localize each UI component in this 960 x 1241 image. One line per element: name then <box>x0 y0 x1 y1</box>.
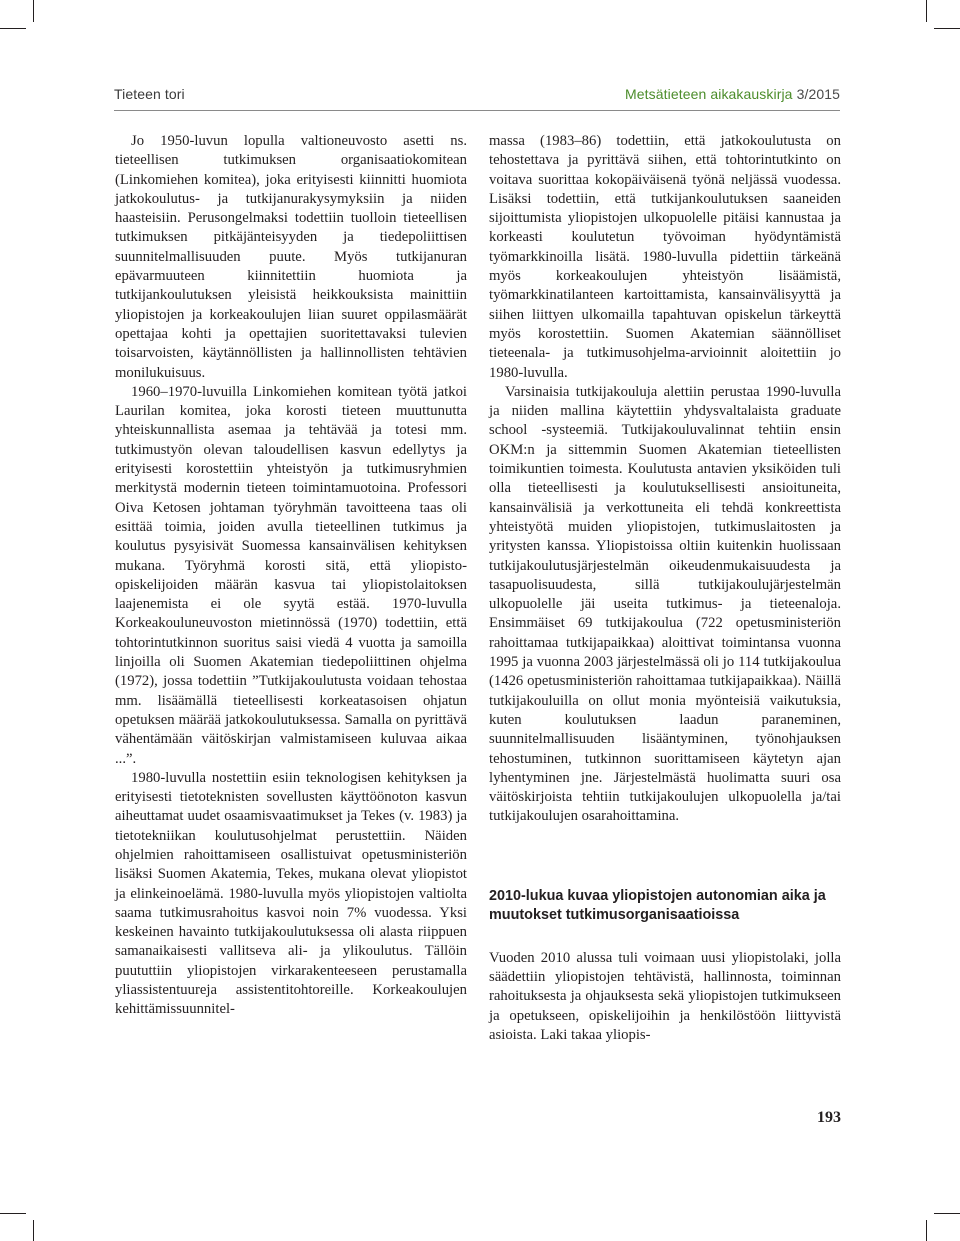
right-column <box>489 132 841 1045</box>
paragraph: massa (1983–86) todettiin, että jatkokoulutusta on tehostettava ja pyrittävä siihen, että tohtorintutkinto on voitava suorittaa kokopäiväisenä työnä neljässä vuodessa. Lisäksi todettiin, että tutkijankoulutuksen saaneiden sijoittumista yliopistojen ulkopuolelle pitäisi kannustaa ja korkeasti koulutetun työvoiman hyödyntämistä työmarkkinoilla lisätä. 1980-luvulla pidettiin tärkeänä myös korkeakoulujen yhteistyön lisäämistä, työmarkkinatilanteen kartoittamista, kansainvälisyyttä ja siihen liittyen ulkomailla tapahtuvan opiskelun tärkeyttä myös korostettiin. Suomen Akatemian säännölliset tieteenala- ja tutkimusohjelma-arvioinnit aloitettiin jo 1980-luvulla. <box>489 133 841 381</box>
running-header-journal <box>625 86 840 102</box>
journal-title: Metsätieteen aikakauskirja <box>625 86 793 102</box>
paragraph: 1960–1970-luvuilla Linkomiehen komitean työtä jatkoi Laurilan komitea, joka korosti tieteen muuttunutta yhteiskunnallista asemaa ja tehtävää ja totesi mm. tutkimustyön olevan taloudellisen kasvun edellytys ja erityisesti korostettiin yhteistyön ja tutkimusryhmien merkitystä modernin tieteen toimintamuotoina. Professori Oiva Ketosen johtaman työryhmän tavoitteena taas oli esittää toimia, joiden avulla tieteellinen tutkimus ja koulutus pysyisivät Suomessa kansainvälisen kehityksen mukana. Työryhmä korosti sitä, että yliopisto-opiskelijoiden määrän kasvua tai yliopistolaitoksen laajenemista ei ole syytä estää. 1970-luvulla Korkeakouluneuvoston mietinnössä (1970) todettiin, että tohtorintutkinnon suoritus saisi viedä 4 vuotta ja samoilla linjoilla oli Suomen Akatemian tiedepoliittinen ohjelma (1972), jossa todettiin ”Tutkijakoulutusta voidaan tehostaa mm. lisäämällä tieteellisesti korkeatasoisen ohjatun opetuksen määrää jatkokoulutuksessa. Samalla on pyrittävä vähentämään väitöskirjan valmistamiseen kuluvaa aikaa ...”. <box>115 383 467 767</box>
page-number: 193 <box>817 1109 841 1126</box>
crop-mark <box>33 0 34 22</box>
running-header-section: Tieteen tori <box>114 86 185 102</box>
paragraph: Jo 1950-luvun lopulla valtioneuvosto asetti ns. tieteellisen tutkimuksen organisaatiokomitean (Linkomiehen komitea), joka erityisesti kiinnitti huomiota jatkokoulutus- ja tutkijanurakysymyksiin ja niiden haasteisiin. Perusongelmaksi todettiin tuolloin tieteellisen tutkimuksen pitkäjänteisyyden ja tiedepoliittisen suunnitelmallisuuden puute. Myös tutkijanuran epävarmuuteen kiinnitettiin huomiota ja tutkijankoulutuksen yleisistä heikkouksista mainittiin yliopistojen ja korkeakoulujen liian suuret oppilasmäärät opettajaa kohti ja opettajien suoritettavaksi tulevien toisarvoisten, käytännöllisten ja hallinnollisten tehtävien monilukuisuus. <box>115 133 467 381</box>
crop-mark <box>934 28 960 29</box>
crop-mark <box>0 1213 26 1214</box>
left-column <box>115 132 467 1020</box>
section-heading: 2010-lukua kuvaa yliopistojen autonomian aika ja muutokset tutkimusorganisaatioissa <box>489 887 826 923</box>
paragraph: Vuoden 2010 alussa tuli voimaan uusi yliopistolaki, jolla säädettiin yliopistojen tehtävistä, hallinnosta, toiminnan rahoituksesta ja ohjauksesta sekä yliopistojen tutkimukseen ja opetukseen, opiskelijoihin ja henkilöstöön liittyvistä asioista. Laki takaa yliopis- <box>489 949 841 1043</box>
journal-issue: 3/2015 <box>796 86 840 102</box>
crop-mark <box>934 1213 960 1214</box>
paragraph: 1980-luvulla nostettiin esiin teknologisen kehityksen ja erityisesti tietoteknisten sovellusten käyttöönoton kasvun aiheuttamat uudet osaamisvaatimukset ja Tekes (v. 1983) ja tietotekniikan koulutusohjelmat perustettiin. Näiden ohjelmien rahoittamiseen osallistuivat opetusministeriön lisäksi Suomen Akatemia, Tekes, mukana olevat yliopistot ja elinkeinoelämä. 1980-luvulla myös yliopistojen valtiolta saama tutkimusrahoitus kasvoi noin 7% vuodessa. Yksi keskeinen havainto tutkijakoulutuksessa oli alasta riippuen samanaikaisesti vallitseva ali- ja ylikoulutus. Tällöin puututtiin yliopistojen virkarakenteeseen perustamalla yliassistentuureja assistentitohtoreille. Korkeakoulujen kehittämissuunnitel- <box>115 769 467 1018</box>
paragraph: Varsinaisia tutkijakouluja alettiin perustaa 1990-luvulla ja niiden mallina käytettiin yhdysvaltalaista graduate school -systeemiä. Tutkijakouluvalinnat tehtiin ensin OKM:n ja sittemmin Suomen Akatemian tieteellisten toimikuntien toimesta. Koulutusta antavien yksiköiden tuli olla tieteellisesti ja koulutuksellisesti ansioituneita, kansainvälisiä ja verkottuneita eli tehdä konkreettista yhteistyötä muiden yliopistojen, tutkimuslaitosten ja yritysten kanssa. Yliopistoissa oltiin kuitenkin huolissaan tutkijakoulutusjärjestelmän oikeudenmukaisuudesta ja tasapuolisuudesta, sillä tutkijakoulujärjestelmän ulkopuolelle jäi useita tutkimus- ja tieteenaloja. Ensimmäiset 69 tutkijakoulua (722 opetusministeriön rahoittamaa tutkijapaikkaa) aloittivat toimintansa vuonna 1995 ja vuonna 2003 järjestelmässä oli jo 114 tutkijakoulua (1426 opetusministeriön rahoittamaa tutkijapaikkaa). Näillä tutkijakouluilla on ollut monia myönteisiä vaikutuksia, kuten koulutuksen laadun paraneminen, suunnitelmallisuuden lisääntyminen, työnohjauksen tehostuminen, tutkinnon suorittamiseen käytetyn ajan lyhentyminen jne. Järjestelmästä huolimatta suuri osa väitöskirjoista tehtiin tutkijakoulujen ulkopuolella ja/tai tutkijakoulujen osarahoittamina. <box>489 383 841 825</box>
crop-mark <box>926 0 927 22</box>
crop-mark <box>0 28 26 29</box>
header-rule <box>114 110 840 111</box>
crop-mark <box>33 1220 34 1241</box>
crop-mark <box>926 1220 927 1241</box>
